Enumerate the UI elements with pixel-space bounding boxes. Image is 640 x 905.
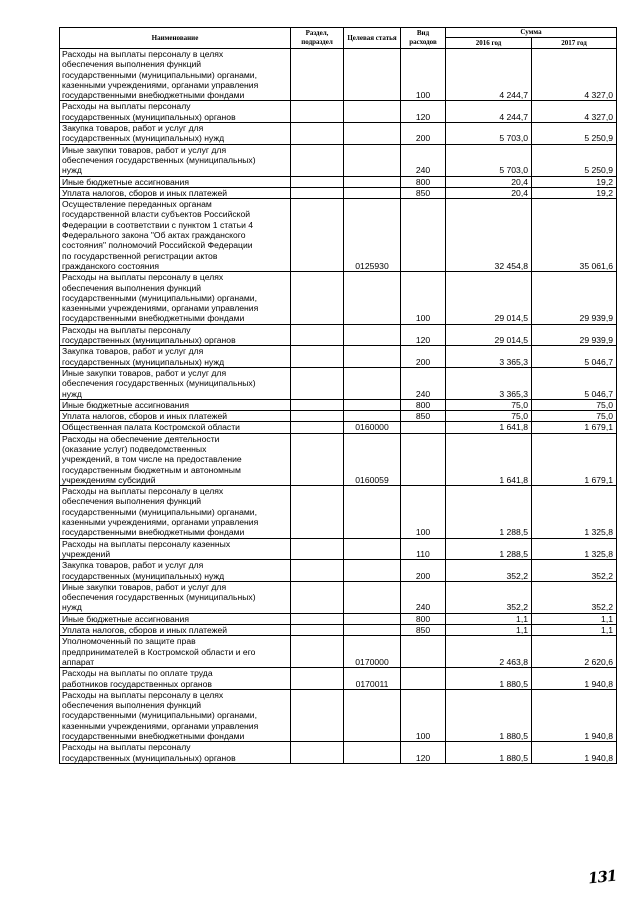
row-section — [291, 49, 344, 101]
table-row — [60, 538, 617, 560]
row-sum-2016: 3 365,3 — [446, 367, 532, 399]
table-row — [60, 411, 617, 422]
row-sum-2017: 352,2 — [532, 560, 617, 582]
row-name: Уплата налогов, сборов и иных платежей — [60, 187, 291, 198]
row-sum-2016: 352,2 — [446, 560, 532, 582]
row-sum-2016: 1 880,5 — [446, 668, 532, 690]
row-sum-2017: 1 940,8 — [532, 668, 617, 690]
row-expense-type: 800 — [401, 399, 446, 410]
header-year-2017: 2017 год — [532, 38, 617, 49]
row-sum-2016: 29 014,5 — [446, 324, 532, 346]
row-name: Закупка товаров, работ и услуг для государственных (муниципальных) нужд — [60, 123, 291, 145]
table-header — [60, 28, 617, 49]
row-sum-2017: 1 325,8 — [532, 538, 617, 560]
header-target: Целевая статья — [344, 28, 401, 49]
row-target-article — [344, 324, 401, 346]
row-sum-2016: 5 703,0 — [446, 144, 532, 176]
row-section — [291, 367, 344, 399]
row-sum-2017: 75,0 — [532, 399, 617, 410]
row-name: Закупка товаров, работ и услуг для государственных (муниципальных) нужд — [60, 346, 291, 368]
row-section — [291, 613, 344, 624]
row-sum-2017: 1,1 — [532, 613, 617, 624]
row-section — [291, 581, 344, 613]
row-name: Расходы на выплаты персоналу в целях обеспечения выполнения функций государственными (муниципальными) органами, казенными учреждениями, органами управления государственными внебюджетными фондами — [60, 272, 291, 324]
row-target-article: 0125930 — [344, 199, 401, 272]
row-target-article — [344, 176, 401, 187]
row-expense-type: 200 — [401, 123, 446, 145]
row-name: Уплата налогов, сборов и иных платежей — [60, 625, 291, 636]
row-expense-type: 100 — [401, 272, 446, 324]
row-sum-2017: 35 061,6 — [532, 199, 617, 272]
row-expense-type: 120 — [401, 101, 446, 123]
row-name: Расходы на выплаты персоналу казенных учреждений — [60, 538, 291, 560]
row-target-article — [344, 272, 401, 324]
row-sum-2016: 1 641,8 — [446, 433, 532, 485]
row-section — [291, 101, 344, 123]
table-row — [60, 486, 617, 538]
row-sum-2016: 20,4 — [446, 187, 532, 198]
header-name: Наименование — [60, 28, 291, 49]
row-target-article — [344, 187, 401, 198]
row-target-article — [344, 625, 401, 636]
row-sum-2017: 1 679,1 — [532, 422, 617, 433]
table-row — [60, 636, 617, 668]
row-section — [291, 422, 344, 433]
row-sum-2017: 2 620,6 — [532, 636, 617, 668]
row-name: Уполномоченный по защите прав предпринимателей в Костромской области и его аппарат — [60, 636, 291, 668]
table-row — [60, 367, 617, 399]
budget-table — [59, 27, 617, 764]
table-row — [60, 144, 617, 176]
row-section — [291, 199, 344, 272]
row-target-article: 0170011 — [344, 668, 401, 690]
table-row — [60, 324, 617, 346]
table-row — [60, 689, 617, 741]
row-sum-2017: 19,2 — [532, 187, 617, 198]
table-row — [60, 742, 617, 764]
row-section — [291, 324, 344, 346]
row-sum-2017: 29 939,9 — [532, 272, 617, 324]
row-target-article: 0170000 — [344, 636, 401, 668]
row-sum-2016: 1 288,5 — [446, 486, 532, 538]
row-section — [291, 668, 344, 690]
row-expense-type: 100 — [401, 49, 446, 101]
row-sum-2016: 5 703,0 — [446, 123, 532, 145]
row-target-article — [344, 101, 401, 123]
row-expense-type — [401, 636, 446, 668]
row-expense-type: 100 — [401, 689, 446, 741]
row-sum-2016: 20,4 — [446, 176, 532, 187]
table-row — [60, 49, 617, 101]
table-row — [60, 433, 617, 485]
row-expense-type: 120 — [401, 742, 446, 764]
row-expense-type — [401, 433, 446, 485]
row-target-article — [344, 742, 401, 764]
row-section — [291, 411, 344, 422]
table-body — [60, 49, 617, 764]
row-sum-2016: 4 244,7 — [446, 101, 532, 123]
row-section — [291, 742, 344, 764]
table-row — [60, 101, 617, 123]
row-sum-2016: 1 880,5 — [446, 742, 532, 764]
row-target-article — [344, 486, 401, 538]
row-expense-type: 110 — [401, 538, 446, 560]
row-sum-2016: 1 288,5 — [446, 538, 532, 560]
row-target-article: 0160000 — [344, 422, 401, 433]
row-section — [291, 689, 344, 741]
row-sum-2017: 352,2 — [532, 581, 617, 613]
row-sum-2016: 29 014,5 — [446, 272, 532, 324]
row-sum-2016: 1,1 — [446, 625, 532, 636]
table-row — [60, 346, 617, 368]
row-expense-type: 800 — [401, 613, 446, 624]
row-expense-type: 200 — [401, 560, 446, 582]
table-row — [60, 581, 617, 613]
row-sum-2017: 5 250,9 — [532, 123, 617, 145]
row-name: Иные закупки товаров, работ и услуг для обеспечения государственных (муниципальных) нужд — [60, 144, 291, 176]
row-expense-type — [401, 199, 446, 272]
row-name: Общественная палата Костромской области — [60, 422, 291, 433]
row-target-article — [344, 689, 401, 741]
row-expense-type: 100 — [401, 486, 446, 538]
row-sum-2017: 4 327,0 — [532, 49, 617, 101]
row-target-article: 0160059 — [344, 433, 401, 485]
row-expense-type: 240 — [401, 581, 446, 613]
row-sum-2016: 352,2 — [446, 581, 532, 613]
row-section — [291, 272, 344, 324]
row-name: Расходы на обеспечение деятельности (оказание услуг) подведомственных учреждений, в том числе на предоставление государственным бюджетным и автономным учреждениям субсидий — [60, 433, 291, 485]
row-section — [291, 625, 344, 636]
row-expense-type: 850 — [401, 187, 446, 198]
row-sum-2017: 1 325,8 — [532, 486, 617, 538]
row-name: Расходы на выплаты персоналу в целях обеспечения выполнения функций государственными (муниципальными) органами, казенными учреждениями, органами управления государственными внебюджетными фондами — [60, 689, 291, 741]
header-year-2016: 2016 год — [446, 38, 532, 49]
row-target-article — [344, 411, 401, 422]
row-name: Иные бюджетные ассигнования — [60, 176, 291, 187]
row-sum-2017: 1 679,1 — [532, 433, 617, 485]
row-expense-type — [401, 422, 446, 433]
row-expense-type — [401, 668, 446, 690]
row-name: Расходы на выплаты персоналу государственных (муниципальных) органов — [60, 101, 291, 123]
row-section — [291, 560, 344, 582]
row-section — [291, 486, 344, 538]
table-row — [60, 625, 617, 636]
table-row — [60, 560, 617, 582]
row-name: Иные закупки товаров, работ и услуг для обеспечения государственных (муниципальных) нужд — [60, 581, 291, 613]
row-name: Иные бюджетные ассигнования — [60, 399, 291, 410]
row-expense-type: 850 — [401, 625, 446, 636]
table-row — [60, 187, 617, 198]
page-number: 131 — [587, 866, 618, 888]
row-sum-2017: 29 939,9 — [532, 324, 617, 346]
row-expense-type: 850 — [401, 411, 446, 422]
row-section — [291, 123, 344, 145]
row-sum-2016: 4 244,7 — [446, 49, 532, 101]
row-sum-2016: 32 454,8 — [446, 199, 532, 272]
row-section — [291, 636, 344, 668]
table-row — [60, 613, 617, 624]
row-section — [291, 433, 344, 485]
row-name: Иные бюджетные ассигнования — [60, 613, 291, 624]
row-name: Расходы на выплаты персоналу в целях обеспечения выполнения функций государственными (муниципальными) органами, казенными учреждениями, органами управления государственными внебюджетными фондами — [60, 49, 291, 101]
row-name: Осуществление переданных органам государственной власти субъектов Российской Федерации в соответствии с пунктом 1 статьи 4 Федерального закона "Об актах гражданского состояния" полномочий Российской Федерации по государственной регистрации актов гражданского состояния — [60, 199, 291, 272]
row-target-article — [344, 560, 401, 582]
row-sum-2017: 4 327,0 — [532, 101, 617, 123]
row-sum-2016: 75,0 — [446, 399, 532, 410]
row-expense-type: 240 — [401, 367, 446, 399]
row-target-article — [344, 123, 401, 145]
budget-table-container — [59, 27, 616, 764]
row-name: Расходы на выплаты персоналу государственных (муниципальных) органов — [60, 742, 291, 764]
row-target-article — [344, 581, 401, 613]
row-sum-2017: 5 046,7 — [532, 346, 617, 368]
table-row — [60, 668, 617, 690]
row-target-article — [344, 538, 401, 560]
row-name: Расходы на выплаты персоналу в целях обеспечения выполнения функций государственными (муниципальными) органами, казенными учреждениями, органами управления государственными внебюджетными фондами — [60, 486, 291, 538]
row-name: Уплата налогов, сборов и иных платежей — [60, 411, 291, 422]
row-sum-2016: 3 365,3 — [446, 346, 532, 368]
row-expense-type: 120 — [401, 324, 446, 346]
header-sum: Сумма — [446, 28, 617, 38]
header-expense-type: Вид расходов — [401, 28, 446, 49]
row-section — [291, 187, 344, 198]
row-sum-2017: 75,0 — [532, 411, 617, 422]
table-row — [60, 399, 617, 410]
row-sum-2016: 2 463,8 — [446, 636, 532, 668]
row-sum-2016: 1,1 — [446, 613, 532, 624]
row-sum-2017: 1 940,8 — [532, 742, 617, 764]
table-row — [60, 199, 617, 272]
row-name: Закупка товаров, работ и услуг для государственных (муниципальных) нужд — [60, 560, 291, 582]
row-target-article — [344, 49, 401, 101]
row-expense-type: 240 — [401, 144, 446, 176]
row-name: Иные закупки товаров, работ и услуг для обеспечения государственных (муниципальных) нужд — [60, 367, 291, 399]
row-target-article — [344, 367, 401, 399]
row-expense-type: 800 — [401, 176, 446, 187]
row-sum-2016: 1 880,5 — [446, 689, 532, 741]
row-section — [291, 346, 344, 368]
row-name: Расходы на выплаты персоналу государственных (муниципальных) органов — [60, 324, 291, 346]
table-row — [60, 272, 617, 324]
row-section — [291, 176, 344, 187]
row-target-article — [344, 144, 401, 176]
row-target-article — [344, 613, 401, 624]
row-target-article — [344, 346, 401, 368]
table-row — [60, 123, 617, 145]
row-sum-2017: 5 046,7 — [532, 367, 617, 399]
table-row — [60, 176, 617, 187]
row-expense-type: 200 — [401, 346, 446, 368]
row-sum-2017: 19,2 — [532, 176, 617, 187]
table-row — [60, 422, 617, 433]
header-section: Раздел, подраздел — [291, 28, 344, 49]
row-section — [291, 538, 344, 560]
row-section — [291, 144, 344, 176]
row-name: Расходы на выплаты по оплате труда работников государственных органов — [60, 668, 291, 690]
row-sum-2016: 75,0 — [446, 411, 532, 422]
row-target-article — [344, 399, 401, 410]
row-sum-2016: 1 641,8 — [446, 422, 532, 433]
row-section — [291, 399, 344, 410]
row-sum-2017: 5 250,9 — [532, 144, 617, 176]
row-sum-2017: 1 940,8 — [532, 689, 617, 741]
row-sum-2017: 1,1 — [532, 625, 617, 636]
